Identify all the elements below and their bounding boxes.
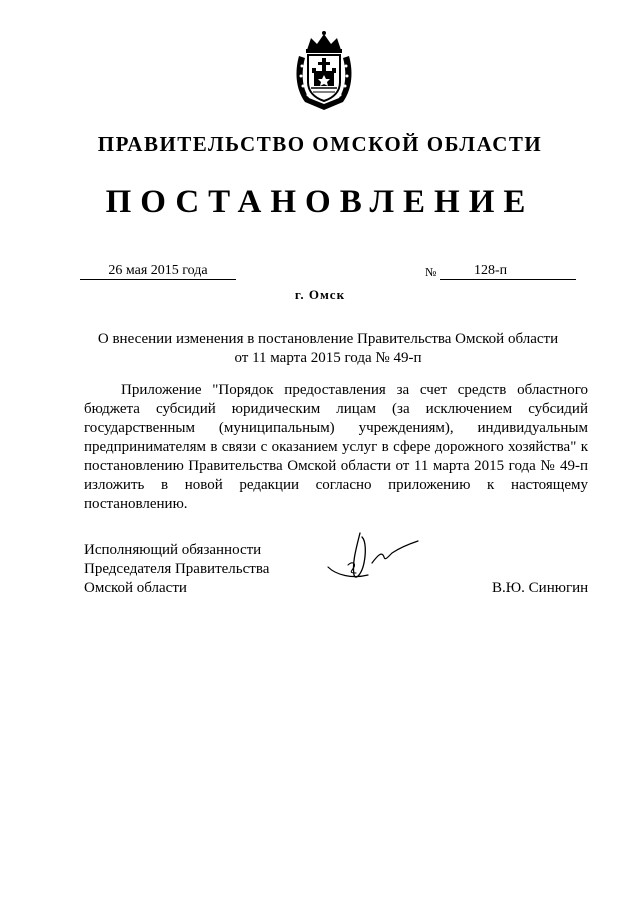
document-date: 26 мая 2015 года [80,262,236,280]
signer-position [84,541,324,598]
number-label: № [425,265,437,279]
body-paragraph: Приложение "Порядок предоставления за счет средств областного бюджета субсидий юридическим лицам (за исключением субсидий государственным (муниципальным) учреждениям), индивидуальным предпринимателям в связи с оказанием услуг в сфере дорожного хозяйства" к постановлению Правительства Омской области от 11 марта 2015 года № 49-п изложить в новой редакции согласно приложению к настоящему постановлению. [84,382,588,512]
document-type-title: ПОСТАНОВЛЕНИЕ [105,184,535,220]
signer-name: В.Ю. Синюгин [492,580,589,596]
signer-position-line-1: Исполняющий обязанности [84,542,262,558]
organization-title: ПРАВИТЕЛЬСТВО ОМСКОЙ ОБЛАСТИ [97,132,543,156]
handwritten-signature [322,527,432,587]
coat-of-arms-emblem [293,30,355,112]
document-subject [80,330,576,368]
signer-position-line-3: Омской области [84,580,187,596]
document-number: 128-п [474,263,508,278]
signer-position-line-2: Председателя Правительства [84,561,270,577]
subject-line-1: О внесении изменения в постановление Правительства Омской области [97,331,559,347]
subject-line-2: от 11 марта 2015 года № 49-п [234,350,422,366]
document-number-field [440,262,576,280]
city-label: г. Омск [294,287,346,302]
